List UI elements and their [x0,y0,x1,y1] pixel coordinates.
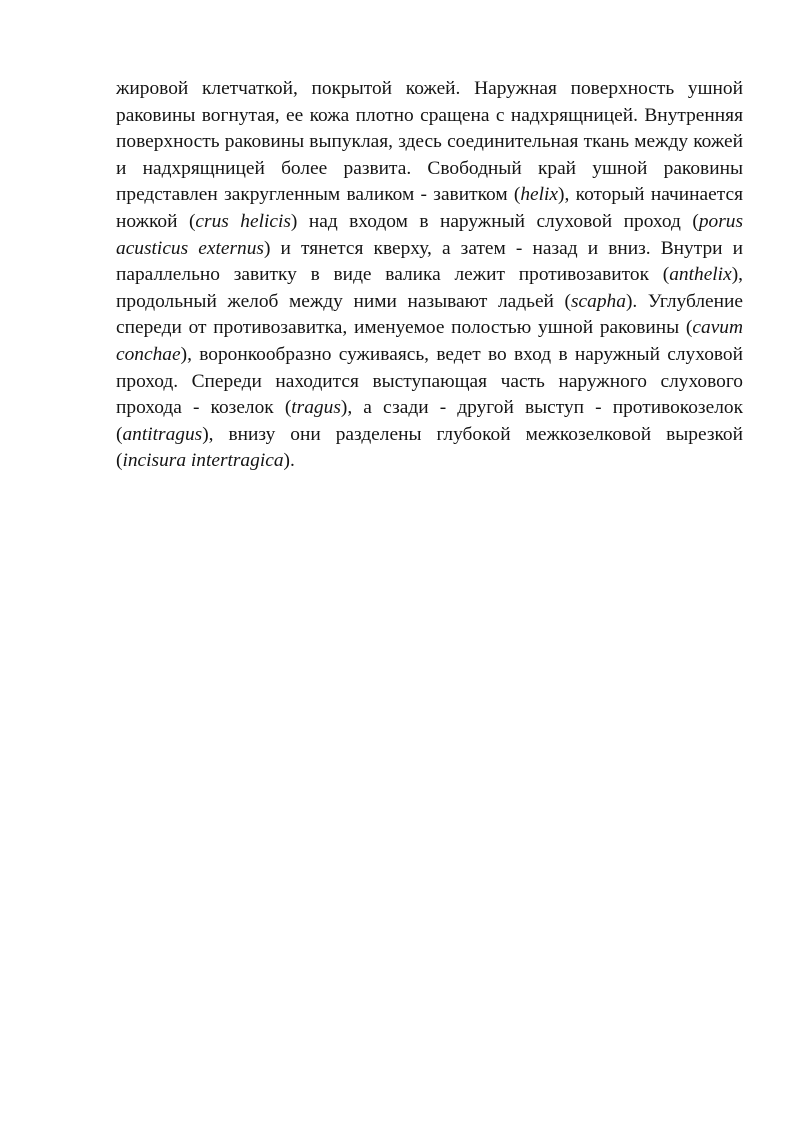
body-paragraph [116,76,743,475]
latin-term: porus acusticus externus [116,210,743,259]
latin-term: cavum conchae [116,317,743,365]
latin-term: tragus [291,397,341,419]
latin-term: anthelix [669,264,732,286]
latin-term: helix [520,184,559,206]
text-run: ). [283,450,295,472]
latin-term: incisura intertragica [122,450,284,472]
text-run: ), а сзади - другой выступ - противокозелок ( [116,397,743,445]
text-run: ), который начинается ножкой ( [116,184,743,232]
latin-term: scapha [571,290,626,312]
text-run: ), продольный желоб между ними называют ладьей ( [116,264,743,312]
document-page [116,76,743,475]
latin-term: antitragus [122,423,203,445]
text-run: ), внизу они разделены глубокой межкозелковой вырезкой ( [116,423,743,472]
text-run: ) над входом в наружный слуховой проход ( [290,210,699,232]
latin-term: crus helicis [195,210,291,232]
text-run: ), воронкообразно суживаясь, ведет во вход в наружный слуховой проход. Спереди находится выступающая часть наружного слухового прохода - козелок ( [116,343,743,419]
text-run: ) и тянется кверху, а затем - назад и вниз. Внутри и параллельно завитку в виде валика лежит противозавиток ( [116,237,744,286]
text-run: жировой клетчаткой, покрытой кожей. Наружная поверхность ушной раковины вогнутая, ее кожа плотно сращена с надхрящницей. Внутренняя поверхность раковины выпуклая, здесь соединительная ткань между кожей и надхрящницей более развита. Свободный край ушной раковины представлен закругленным валиком - завитком ( [116,78,743,206]
text-run: ). Углубление спереди от противозавитка, именуемое полостью ушной раковины ( [116,290,743,339]
